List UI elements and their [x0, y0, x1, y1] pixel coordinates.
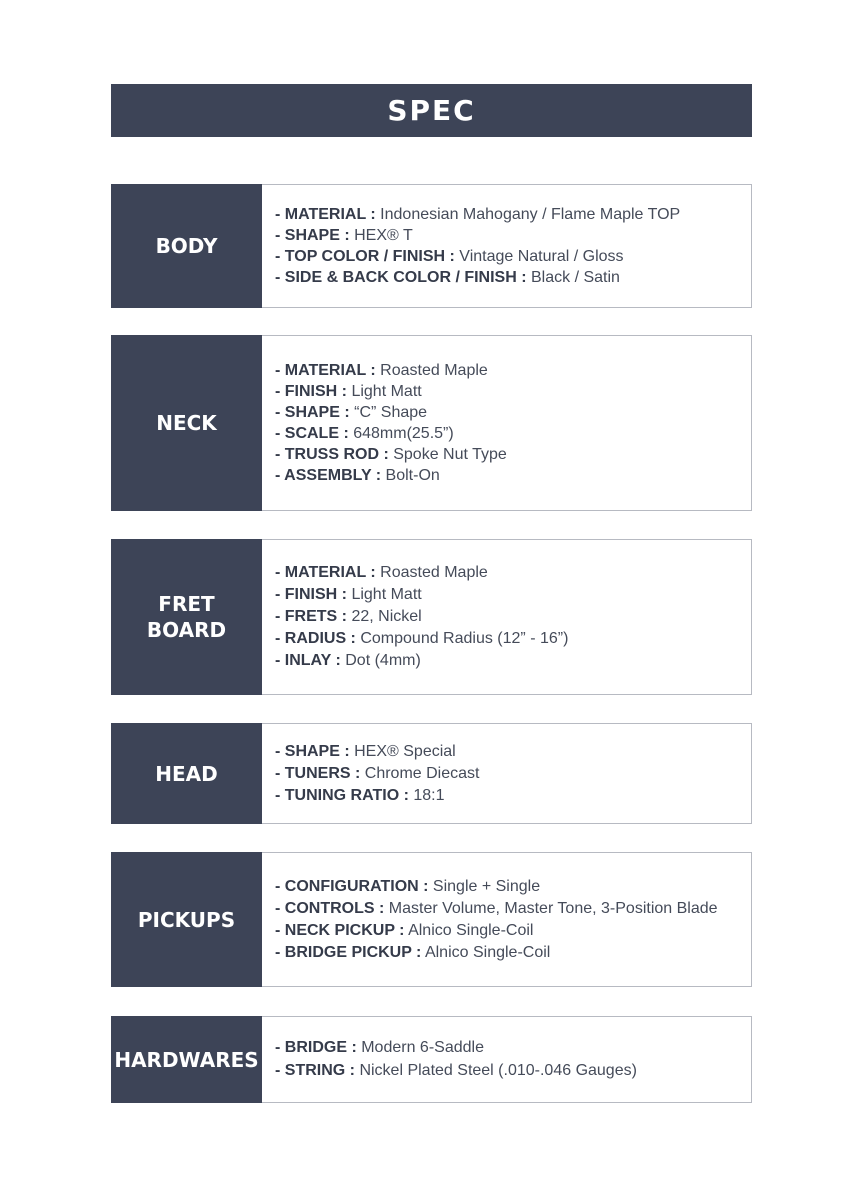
spec-row: - INLAY : Dot (4mm): [275, 652, 421, 669]
spec-row: - MATERIAL : Roasted Maple: [275, 564, 488, 581]
spec-list: [262, 723, 752, 824]
section-label: HEAD: [111, 723, 262, 824]
spec-row: - TOP COLOR / FINISH : Vintage Natural / Gloss: [275, 247, 624, 265]
spec-row: - STRING : Nickel Plated Steel (.010-.046 Gauges): [275, 1062, 637, 1079]
spec-list: [262, 539, 752, 695]
spec-row: - MATERIAL : Roasted Maple: [275, 361, 488, 379]
spec-row: - CONFIGURATION : Single + Single: [275, 877, 541, 895]
section-label: HARDWARES: [111, 1016, 262, 1103]
section-label: NECK: [111, 335, 262, 511]
spec-row: - MATERIAL : Indonesian Mahogany / Flame Maple TOP: [275, 205, 681, 223]
spec-list: [262, 852, 752, 987]
section-head: [111, 723, 752, 824]
spec-row: - SHAPE : HEX® T: [275, 226, 413, 244]
spec-row: - TUNING RATIO : 18:1: [275, 786, 445, 804]
section-pickups: [111, 852, 752, 987]
spec-row: - NECK PICKUP : Alnico Single-Coil: [275, 921, 534, 939]
spec-header: [111, 84, 752, 137]
section-hardwares: [111, 1016, 752, 1103]
spec-row: - TUNERS : Chrome Diecast: [275, 764, 480, 782]
spec-list: [262, 1016, 752, 1103]
spec-row: - CONTROLS : Master Volume, Master Tone, 3-Position Blade: [275, 899, 718, 917]
spec-title: SPEC: [387, 94, 476, 127]
section-label: PICKUPS: [111, 852, 262, 987]
spec-row: - FINISH : Light Matt: [275, 586, 422, 603]
spec-row: - FRETS : 22, Nickel: [275, 608, 422, 625]
section-label: BODY: [111, 184, 262, 308]
spec-list: [262, 335, 752, 511]
spec-row: - ASSEMBLY : Bolt-On: [275, 466, 440, 484]
section-fretboard: [111, 539, 752, 695]
spec-row: - BRIDGE : Modern 6-Saddle: [275, 1039, 484, 1056]
spec-row: - SIDE & BACK COLOR / FINISH : Black / Satin: [275, 268, 620, 286]
section-label: FRET BOARD: [111, 539, 262, 695]
section-neck: [111, 335, 752, 511]
spec-row: - FINISH : Light Matt: [275, 382, 422, 400]
spec-list: [262, 184, 752, 308]
spec-row: - TRUSS ROD : Spoke Nut Type: [275, 445, 507, 463]
spec-row: - SCALE : 648mm(25.5”): [275, 424, 454, 442]
spec-row: - SHAPE : HEX® Special: [275, 742, 456, 760]
section-body: [111, 184, 752, 308]
spec-row: - SHAPE : “C” Shape: [275, 403, 428, 421]
spec-row: - RADIUS : Compound Radius (12” - 16”): [275, 630, 569, 647]
spec-row: - BRIDGE PICKUP : Alnico Single-Coil: [275, 943, 551, 961]
